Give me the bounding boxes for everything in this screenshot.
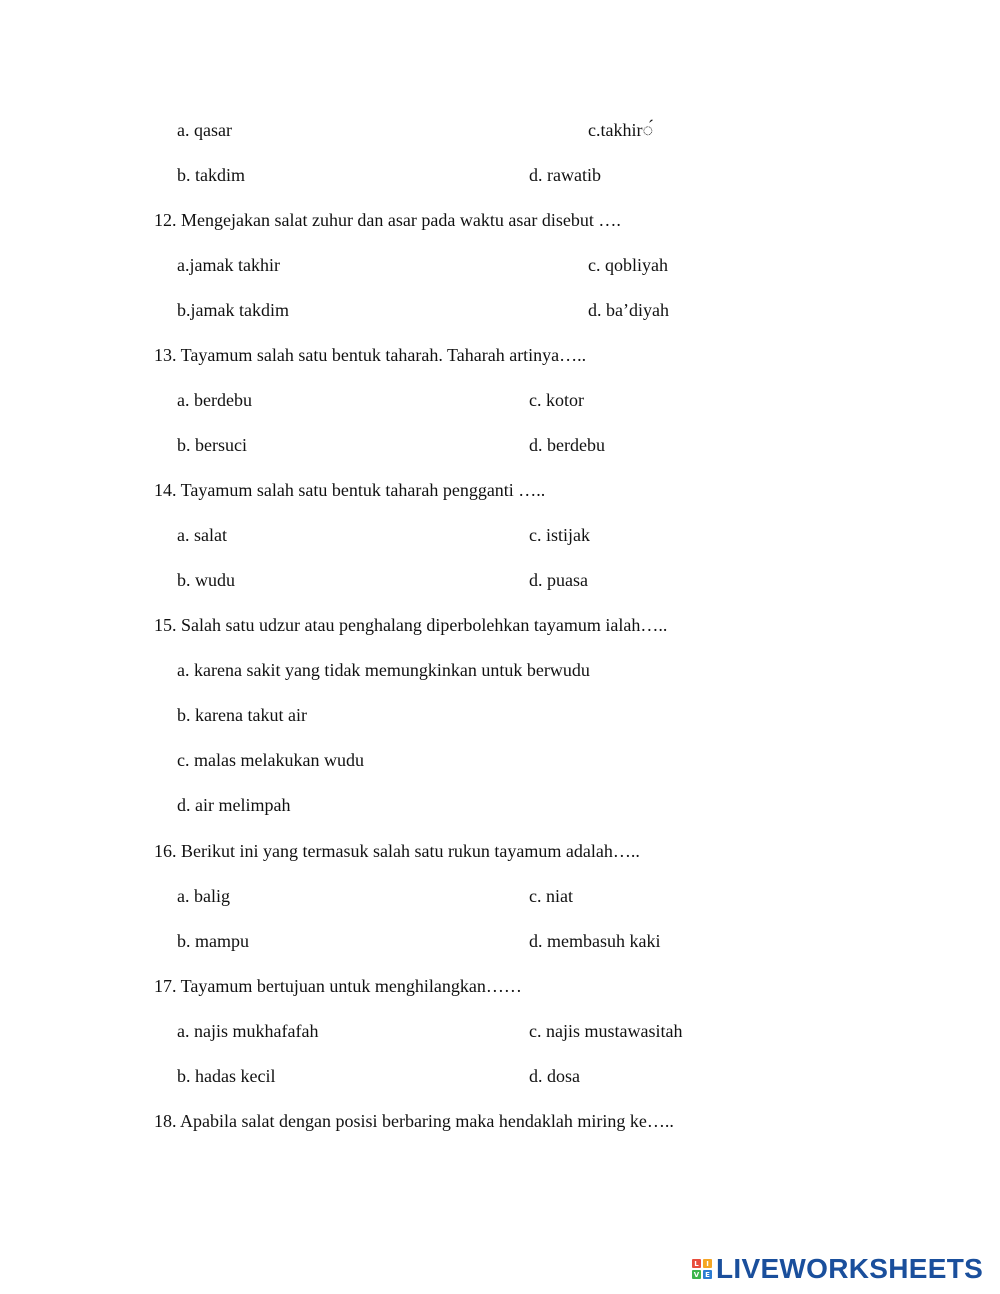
option-d: d. air melimpah <box>177 795 291 815</box>
option-a: a. najis mukhafafah <box>177 1021 319 1041</box>
question-15: 15. Salah satu udzur atau penghalang diperbolehkan tayamum ialah….. <box>154 615 668 635</box>
option-d: d. ba’diyah <box>588 300 669 320</box>
option-d: d. dosa <box>529 1066 580 1086</box>
option-a: a. salat <box>177 525 227 545</box>
option-c: c.takhir◌́ <box>588 120 654 140</box>
option-b: b. wudu <box>177 570 235 590</box>
question-14: 14. Tayamum salah satu bentuk taharah pengganti ….. <box>154 480 546 500</box>
option-a: a. balig <box>177 886 230 906</box>
option-a: a. karena sakit yang tidak memungkinkan untuk berwudu <box>177 660 590 680</box>
logo-tile: V <box>693 1270 700 1279</box>
logo-tile: E <box>703 1270 712 1279</box>
question-16: 16. Berikut ini yang termasuk salah satu rukun tayamum adalah….. <box>154 841 640 861</box>
logo-tile: L <box>692 1259 701 1268</box>
question-13: 13. Tayamum salah satu bentuk taharah. Taharah artinya….. <box>154 345 587 365</box>
question-17: 17. Tayamum bertujuan untuk menghilangkan…… <box>154 976 522 996</box>
option-b: b. karena takut air <box>177 705 307 725</box>
option-c: c. kotor <box>529 390 584 410</box>
option-b: b. takdim <box>177 165 245 185</box>
option-b: b. mampu <box>177 931 249 951</box>
option-c: c. istijak <box>529 525 590 545</box>
option-d: d. membasuh kaki <box>529 931 661 951</box>
option-a: a.jamak takhir <box>177 255 280 275</box>
option-d: d. puasa <box>529 570 588 590</box>
option-c: c. malas melakukan wudu <box>177 750 364 770</box>
option-c: c. qobliyah <box>588 255 668 275</box>
option-b: b.jamak takdim <box>177 300 289 320</box>
logo-mark-icon <box>692 1259 712 1279</box>
option-c: c. niat <box>529 886 573 906</box>
logo-wordmark: LIVEWORKSHEETS <box>716 1253 984 1284</box>
option-c: c. najis mustawasitah <box>529 1021 683 1041</box>
question-12: 12. Mengejakan salat zuhur dan asar pada waktu asar disebut …. <box>154 210 621 230</box>
liveworksheets-logo <box>692 1254 983 1284</box>
option-a: a. qasar <box>177 120 232 140</box>
option-d: d. rawatib <box>529 165 601 185</box>
option-d: d. berdebu <box>529 435 605 455</box>
question-18: 18. Apabila salat dengan posisi berbaring maka hendaklah miring ke….. <box>154 1111 674 1131</box>
option-a: a. berdebu <box>177 390 252 410</box>
logo-tile: I <box>703 1259 712 1268</box>
option-b: b. bersuci <box>177 435 247 455</box>
option-b: b. hadas kecil <box>177 1066 276 1086</box>
